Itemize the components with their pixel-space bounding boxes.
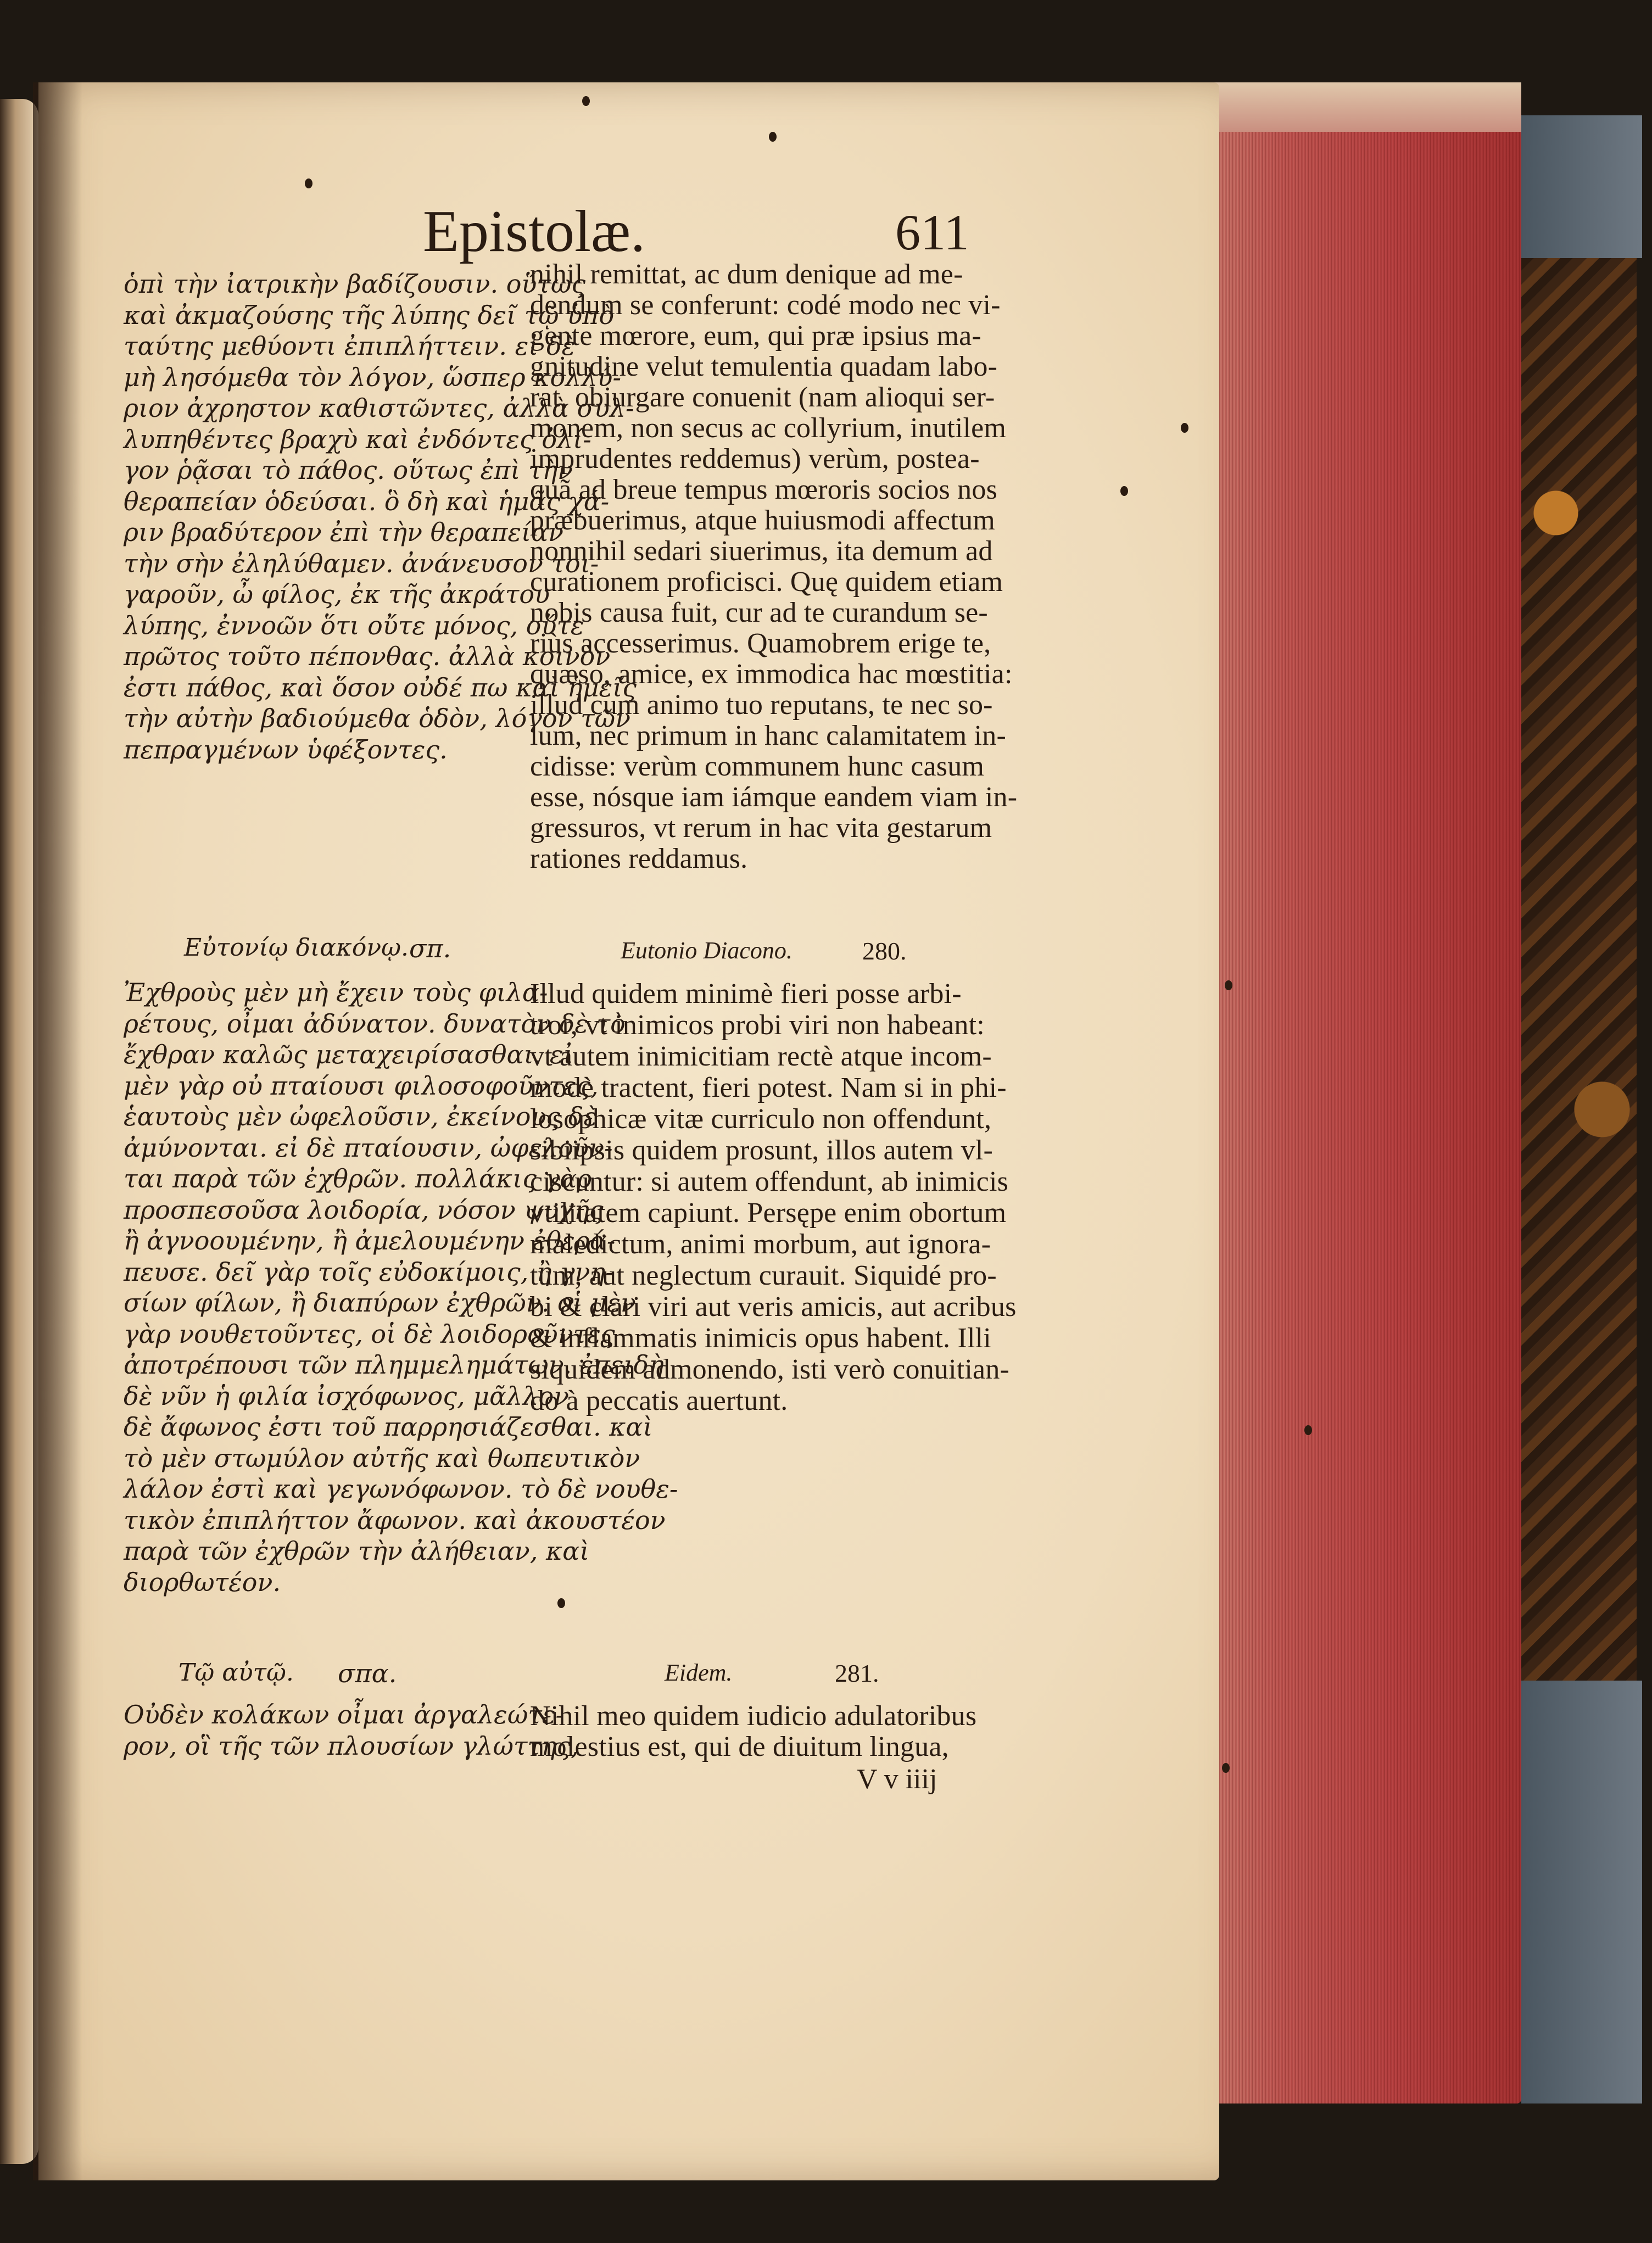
greek-line: γὰρ νουθετοῦντες, οἱ δὲ λοιδοροῦντες (124, 1319, 615, 1349)
greek-line: διορθωτέον. (124, 1567, 281, 1597)
wormhole (1120, 486, 1128, 496)
latin-line: bi & clari viri aut veris amicis, aut acribus (530, 1291, 1017, 1323)
greek-line: ριον ἀχρηστον καθιστῶντες, ἀλλὰ συλ- (124, 393, 634, 423)
greek-line: τὴν αὐτὴν βαδιούμεθα ὁδὸν, λόγον τῶν (124, 704, 631, 733)
wormhole (582, 96, 590, 106)
running-title: Epistolæ. (423, 199, 646, 264)
latin-line: gnitudine velut temulentia quadam labo- (530, 351, 998, 382)
greek-line: ἑαυτοὺς μὲν ὠφελοῦσιν, ἐκείνους δὲ (124, 1102, 598, 1131)
greek-line: ἀμύνονται. εἰ δὲ πταίουσιν, ὠφελοῦν- (124, 1132, 613, 1163)
latin-line: siquidem admonendo, isti verò conuitian- (530, 1354, 1010, 1385)
greek-line: λύπης, ἐννοῶν ὅτι οὔτε μόνος, οὔτε (124, 610, 584, 640)
greek-letter-number: σπα. (338, 1659, 397, 1688)
greek-line: τικὸν ἐπιπλήττον ἄφωνον. καὶ ἀκουστέον (124, 1505, 666, 1535)
greek-line: γον ῥᾷσαι τὸ πάθος. οὕτως ἐπὶ τὴν (124, 455, 573, 485)
latin-line: Nihil meo quidem iudicio adulatoribus (530, 1700, 977, 1732)
greek-line: καὶ ἀκμαζούσης τῆς λύπης δεῖ τῷ ὑπὸ (124, 300, 615, 330)
latin-line: nihil remittat, ac dum denique ad me- (530, 259, 963, 290)
latin-line: sibiipsis quidem prosunt, illos autem vl- (530, 1135, 994, 1166)
greek-line: θεραπείαν ὁδεύσαι. ὃ δὴ καὶ ἡμᾶς χά- (124, 486, 610, 516)
latin-letter-number: 280. (862, 937, 907, 965)
greek-line: ἐστι πάθος, καὶ ὅσον οὐδέ πω καὶ ἡμεῖς (124, 672, 637, 702)
latin-line: ciscuntur: si autem offendunt, ab inimicis (530, 1166, 1009, 1197)
greek-line: πευσε. δεῖ γὰρ τοῖς εὐδοκίμοις, ἢ γνη- (124, 1257, 614, 1287)
page-edges-top (1203, 82, 1521, 132)
greek-line: μὲν γὰρ οὐ πταίουσι φιλοσοφοῦντες, (124, 1070, 599, 1101)
latin-line: riùs accesserimus. Quamobrem erige te, (530, 628, 991, 659)
greek-line: ἢ ἀγνοουμένην, ἢ ἀμελουμένην ἐθερά- (124, 1226, 616, 1256)
wormhole (305, 178, 312, 188)
greek-line: πρῶτος τοῦτο πέπονθας. ἀλλὰ κοινὸν (124, 641, 611, 671)
latin-line: lum, nec primum in hanc calamitatem in- (530, 720, 1006, 751)
greek-line: τὸ μὲν στωμύλον αὐτῆς καὶ θωπευτικὸν (124, 1443, 640, 1473)
greek-line: δὲ ἄφωνος ἐστι τοῦ παρρησιάζεσθαι. καὶ (124, 1412, 653, 1442)
latin-line: imprudentes reddemus) verùm, postea- (530, 443, 980, 475)
latin-line: rat, obiurgare conuenit (nam alioqui ser- (530, 382, 995, 413)
latin-line: vtilitatem capiunt. Persępe enim obortum (530, 1197, 1007, 1229)
greek-letter-heading: Τῷ αὐτῷ. (178, 1659, 294, 1687)
wormhole (1304, 1425, 1312, 1435)
greek-line: ρον, οἳ τῆς τῶν πλουσίων γλώττης, (124, 1731, 579, 1761)
red-page-edges (1203, 82, 1521, 2103)
greek-line: ριν βραδύτερον ἐπὶ τὴν θεραπείαν (124, 517, 564, 547)
latin-line: & inflammatis inimicis opus habent. Illi (530, 1323, 991, 1354)
greek-letter-heading: Εὐτονίῳ διακόνῳ. (184, 934, 409, 962)
greek-line: μὴ λησόμεθα τὸν λόγον, ὥσπερ κολλύ- (124, 362, 621, 392)
board-cloth-top (1521, 115, 1642, 258)
greek-line: πεπραγμένων ὑφέξοντες. (124, 734, 448, 765)
latin-line: tror, vt inimicos probi viri non habeant: (530, 1009, 985, 1041)
latin-line: nonnihil sedari siuerimus, ita demum ad (530, 535, 993, 567)
board-cloth-bottom (1521, 1681, 1642, 2103)
greek-line: γαροῦν, ὦ φίλος, ἐκ τῆς ἀκράτου (124, 579, 550, 609)
page-number: 611 (895, 204, 969, 260)
wormhole (1225, 980, 1232, 990)
wormhole (1181, 423, 1188, 433)
greek-line: λάλον ἐστὶ καὶ γεγωνόφωνον. τὸ δὲ νουθε- (124, 1474, 678, 1504)
greek-line: σίων φίλων, ἢ διαπύρων ἐχθρῶν. οἱ μὲν (124, 1288, 636, 1318)
latin-line: esse, nósque iam iámque eandem viam in- (530, 782, 1018, 813)
greek-line: τὴν σὴν ἐληλύθαμεν. ἀνάνευσον τοι- (124, 548, 599, 578)
latin-line: illud cum animo tuo reputans, te nec so- (530, 689, 993, 721)
latin-line: præbuerimus, atque huiusmodi affectum (530, 505, 995, 536)
signature-mark: V v iiij (857, 1764, 937, 1795)
gutter-shadow (33, 82, 82, 2180)
latin-line: vt autem inimicitiam rectè atque incom- (530, 1041, 992, 1072)
greek-line: Ἐχθροὺς μὲν μὴ ἔχειν τοὺς φιλα- (124, 978, 548, 1007)
latin-line: dendum se conferunt: codé modo nec vi- (530, 289, 1001, 321)
greek-line: ρέτους, οἶμαι ἀδύνατον. δυνατὸν δὲ τὸ (124, 1008, 626, 1039)
latin-line: quã ad breue tempus mœroris socios nos (530, 474, 998, 505)
wormhole (1222, 1763, 1230, 1773)
latin-line: tum, aut neglectum curauit. Siquidé pro- (530, 1260, 997, 1291)
latin-line: do à peccatis auertunt. (530, 1385, 788, 1416)
greek-line: δὲ νῦν ἡ φιλία ἰσχόφωνος, μᾶλλον (124, 1381, 570, 1411)
greek-line: Οὐδὲν κολάκων οἶμαι ἀργαλεώτε- (124, 1700, 565, 1729)
latin-line: curationem proficisci. Quę quidem etiam (530, 566, 1003, 598)
latin-line: maledictum, animi morbum, aut ignora- (530, 1229, 991, 1260)
wormhole (769, 132, 777, 142)
greek-line: λυπηθέντες βραχὺ καὶ ἐνδόντες ὀλί- (124, 424, 591, 454)
latin-line: quæso, amice, ex immodica hac mœstitia: (530, 659, 1013, 690)
greek-line: ταύτης μεθύοντι ἐπιπλήττειν. εἰ δὲ (124, 331, 576, 361)
greek-line: ἔχθραν καλῶς μεταχειρίσασθαι. εἰ (124, 1040, 573, 1069)
latin-line: losophicæ vitæ curriculo non offendunt, (530, 1103, 992, 1135)
latin-line: cidisse: verùm communem hunc casum (530, 751, 985, 782)
latin-letter-heading: Eutonio Diacono. (621, 937, 792, 964)
latin-line: Illud quidem minimè fieri posse arbi- (530, 978, 962, 1009)
latin-line: gressuros, vt rerum in hac vita gestarum (530, 812, 992, 844)
latin-line: rationes reddamus. (530, 843, 748, 874)
greek-letter-number: σπ. (409, 934, 451, 963)
right-column-latin (530, 259, 1018, 1807)
latin-line: molestius est, qui de diuitum lingua, (530, 1731, 949, 1762)
latin-letter-heading: Eidem. (665, 1659, 733, 1686)
greek-line: προσπεσοῦσα λοιδορία, νόσον ψυχῆς (124, 1195, 604, 1225)
latin-line: gente mœrore, eum, qui præ ipsius ma- (530, 320, 981, 351)
latin-line: nobis causa fuit, cur ad te curandum se- (530, 597, 988, 628)
greek-line: ὁπὶ τὴν ἰατρικὴν βαδίζουσιν. οὕτως (124, 269, 586, 299)
latin-letter-number: 281. (835, 1659, 879, 1687)
greek-line: ἀποτρέπουσι τῶν πλημμελημάτων. ἐπειδὴ (124, 1350, 664, 1380)
greek-line: ται παρὰ τῶν ἐχθρῶν. πολλάκις γὰρ (124, 1164, 592, 1193)
latin-line: monem, non secus ac collyrium, inutilem (530, 412, 1007, 444)
latin-line: modè tractent, fieri potest. Nam si in phi- (530, 1072, 1007, 1103)
greek-line: παρὰ τῶν ἐχθρῶν τὴν ἀλήθειαν, καὶ (124, 1536, 590, 1566)
